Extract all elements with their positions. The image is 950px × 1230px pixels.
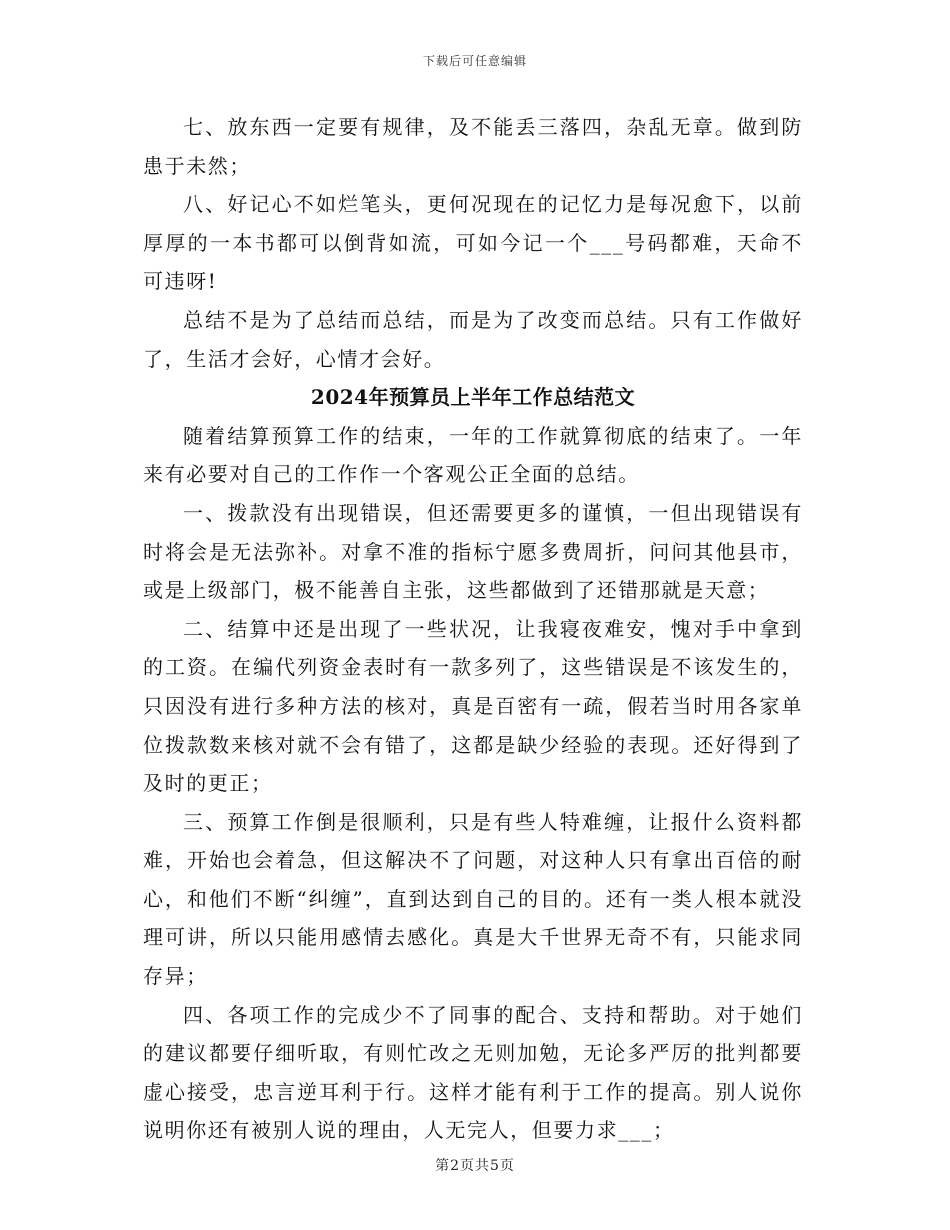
paragraph-8: 八、好记心不如烂笔头，更何况现在的记忆力是每况愈下，以前厚厚的一本书都可以倒背如流，可如今记一个___号码都难，天命不可违呀! — [143, 192, 803, 294]
document-body — [143, 108, 803, 1150]
paragraph-7: 七、放东西一定要有规律，及不能丢三落四，杂乱无章。做到防患于未然； — [143, 115, 803, 178]
document-title: 2024年预算员上半年工作总结范文 — [310, 385, 636, 410]
paragraph-summary: 总结不是为了总结而总结，而是为了改变而总结。只有工作做好了，生活才会好，心情才会好。 — [143, 307, 803, 371]
page-footer: 第2页共5页 — [435, 1158, 515, 1174]
paragraph-3: 三、预算工作倒是很顺利，只是有些人特难缠，让报什么资料都难，开始也会着急，但这解决不了问题，对这种人只有拿出百倍的耐心，和他们不断“纠缠”，直到达到自己的目的。还有一类人根本就没理可讲，所以只能用感情去感化。真是大千世界无奇不有，只能求同存异； — [143, 809, 803, 989]
paragraph-intro: 随着结算预算工作的结束，一年的工作就算彻底的结束了。一年来有必要对自己的工作作一个客观公正全面的总结。 — [143, 423, 803, 487]
paragraph-1: 一、拨款没有出现错误，但还需要更多的谨慎，一但出现错误有时将会是无法弥补。对拿不准的指标宁愿多费周折，问问其他县市，或是上级部门，极不能善自主张，这些都做到了还错那就是天意； — [143, 500, 803, 603]
page-header: 下载后可任意编辑 — [422, 54, 527, 68]
paragraph-4: 四、各项工作的完成少不了同事的配合、支持和帮助。对于她们的建议都要仔细听取，有则忙改之无则加勉，无论多严厉的批判都要虚心接受，忠言逆耳利于行。这样才能有利于工作的提高。别人说你说明你还有被别人说的理由，人无完人，但要力求___； — [143, 1002, 803, 1143]
paragraph-2: 二、结算中还是出现了一些状况，让我寝夜难安，愧对手中拿到的工资。在编代列资金表时有一款多列了，这些错误是不该发生的，只因没有进行多种方法的核对，真是百密有一疏，假若当时用各家单位拨款数来核对就不会有错了，这都是缺少经验的表现。还好得到了及时的更正； — [143, 616, 803, 796]
